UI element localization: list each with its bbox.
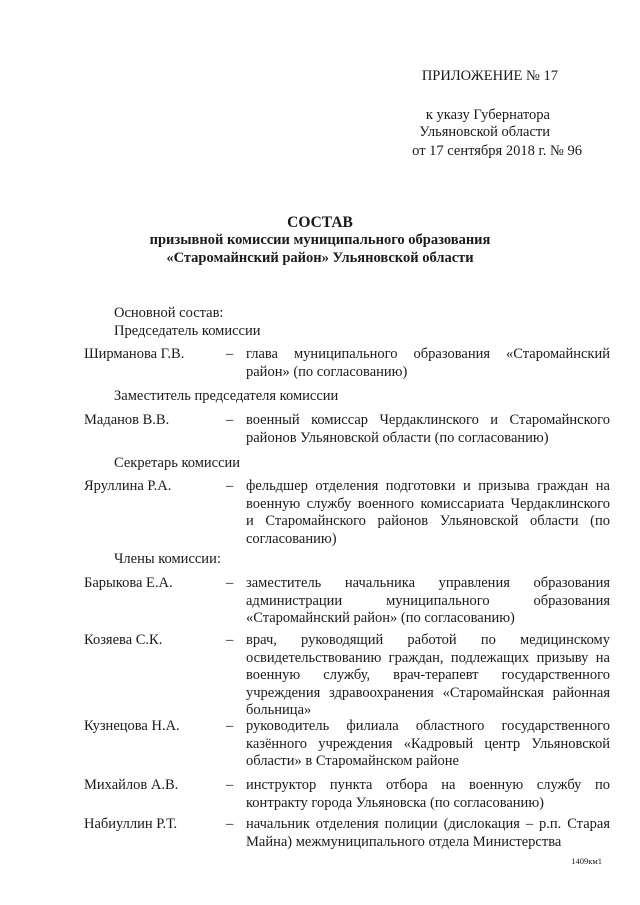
document-subtitle-1: призывной комиссии муниципального образования [149, 232, 491, 248]
dash: – [226, 575, 234, 591]
decree-line-1: к указу Губернатора [425, 107, 550, 123]
person-name: Яруллина Р.А. [84, 478, 172, 494]
person-description: военный комиссар Чердаклинского и Старомайнского районов Ульяновской области (по согласованию) [246, 412, 610, 446]
dash: – [226, 718, 234, 734]
dash: – [226, 412, 234, 428]
person-description: глава муниципального образования «Старомайнский район» (по согласованию) [246, 346, 610, 380]
section-main-composition: Основной состав: [114, 305, 224, 321]
section-secretary: Секретарь комиссии [114, 455, 241, 471]
person-name: Михайлов А.В. [84, 777, 179, 793]
appendix-number: ПРИЛОЖЕНИЕ № 17 [421, 68, 558, 84]
person-name: Кузнецова Н.А. [84, 718, 180, 734]
section-chairman: Председатель комиссии [114, 323, 261, 339]
document-code: 1409км1 [571, 856, 602, 866]
dash: – [226, 816, 234, 832]
dash: – [226, 632, 234, 648]
person-description: фельдшер отделения подготовки и призыва граждан на военную службу военного комиссариата Чердаклинского и Старомайнского районов Ульяновской области (по согласованию) [246, 478, 610, 547]
dash: – [226, 478, 234, 494]
person-name: Козяева С.К. [84, 632, 163, 648]
person-description: начальник отделения полиции (дислокация – р.п. Старая Майна) межмуниципального отдела Министерства [246, 816, 610, 850]
section-deputy: Заместитель председателя комиссии [114, 388, 339, 404]
person-description: врач, руководящий работой по медицинскому освидетельствованию граждан, подлежащих призыву на военную службу, врач-терапевт государственного учреждения здравоохранения «Старомайнская районная больница» [246, 632, 610, 718]
person-description: инструктор пункта отбора на военную службу по контракту города Ульяновска (по согласованию) [246, 777, 610, 811]
document-title: СОСТАВ [287, 214, 353, 231]
person-name: Барыкова Е.А. [84, 575, 173, 591]
person-name: Маданов В.В. [84, 412, 170, 428]
person-name: Ширманова Г.В. [84, 346, 185, 362]
person-description: руководитель филиала областного государственного казённого учреждения «Кадровый центр Ульяновской области» в Старомайнском районе [246, 718, 610, 769]
decree-date: от 17 сентября 2018 г. № 96 [412, 143, 582, 159]
section-members: Члены комиссии: [114, 551, 221, 567]
decree-line-2: Ульяновской области [419, 124, 550, 140]
dash: – [226, 346, 234, 362]
person-name: Набиуллин Р.Т. [84, 816, 178, 832]
document-subtitle-2: «Старомайнский район» Ульяновской области [166, 250, 474, 266]
person-description: заместитель начальника управления образования администрации муниципального образования «Старомайнский район» (по согласованию) [246, 575, 610, 626]
dash: – [226, 777, 234, 793]
